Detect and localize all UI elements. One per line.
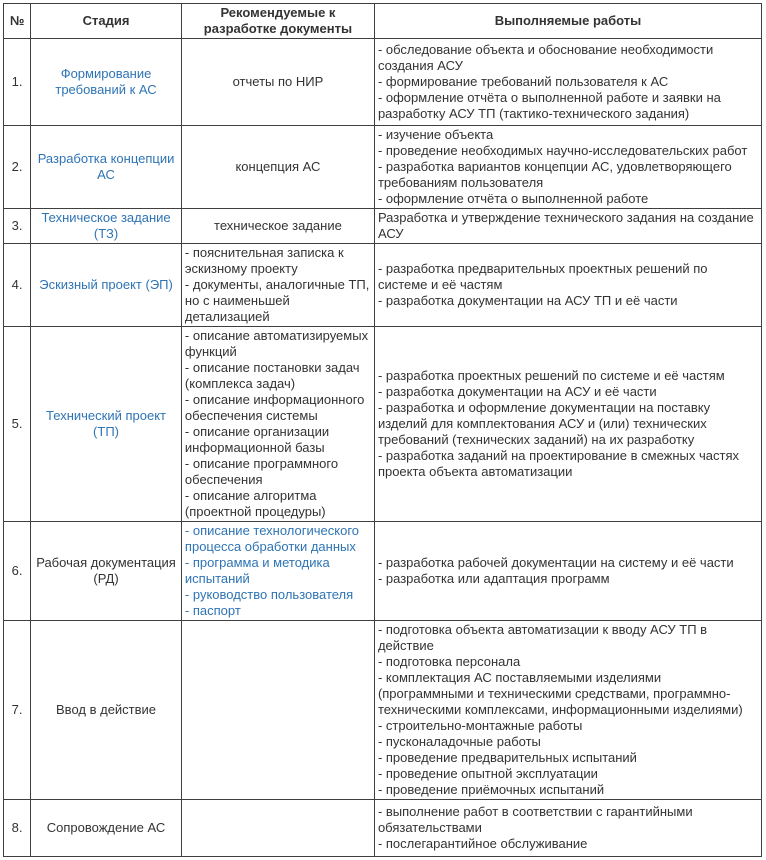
work-item: - разработка и оформление документации на поставку изделий для комплектования АСУ и (или) технических требований (технических заданий) на их разработку — [377, 400, 711, 447]
works-cell — [374, 126, 761, 209]
works-cell — [374, 522, 761, 621]
stage-label: Ввод в действие — [56, 702, 157, 717]
work-item: - формирование требований пользователя к АС — [377, 74, 669, 89]
table-row — [4, 126, 762, 209]
stage-cell — [31, 621, 182, 800]
header-cell-works: Выполняемые работы — [374, 4, 761, 39]
docs-cell — [181, 621, 374, 800]
docs-cell — [181, 327, 374, 522]
work-item: - подготовка объекта автоматизации к вводу АСУ ТП в действие — [377, 622, 708, 653]
doc-item: - описание алгоритма (проектной процедуры) — [184, 488, 326, 519]
work-item: - выполнение работ в соответствии с гарантийными обязательствами — [377, 804, 693, 835]
header-cell-num: № — [4, 4, 31, 39]
doc-link-item[interactable]: - программа и методика испытаний — [184, 555, 330, 586]
doc-item: - описание информационного обеспечения системы — [184, 392, 365, 423]
row-number-cell: 5. — [4, 327, 31, 522]
doc-item: - описание программного обеспечения — [184, 456, 339, 487]
stage-cell — [31, 244, 182, 327]
work-item: - подготовка персонала — [377, 654, 521, 669]
table-row — [4, 800, 762, 857]
stage-link[interactable]: Разработка концепции АС — [37, 151, 175, 182]
stage-cell — [31, 209, 182, 244]
doc-item: - описание организации информационной базы — [184, 424, 330, 455]
doc-link-item[interactable]: - описание технологического процесса обработки данных — [184, 523, 359, 554]
doc-item: - описание постановки задач (комплекса задач) — [184, 360, 360, 391]
doc-item: концепция АС — [235, 159, 321, 174]
work-item: - разработка проектных решений по системе и её частям — [377, 368, 725, 383]
stage-link[interactable]: Техническое задание (ТЗ) — [41, 210, 171, 241]
table-row — [4, 244, 762, 327]
stage-link[interactable]: Технический проект (ТП) — [46, 408, 166, 439]
work-item: - разработка документации на АСУ ТП и её части — [377, 293, 678, 308]
row-number-cell: 6. — [4, 522, 31, 621]
table-row — [4, 621, 762, 800]
work-item: - проведение предварительных испытаний — [377, 750, 637, 765]
row-number-cell: 4. — [4, 244, 31, 327]
stage-cell — [31, 800, 182, 857]
work-item: - разработка документации на АСУ и её части — [377, 384, 657, 399]
header-row — [4, 4, 762, 39]
row-number-cell: 1. — [4, 39, 31, 126]
docs-cell — [181, 522, 374, 621]
work-item: - разработка вариантов концепции АС, удовлетворяющего требованиям пользователя — [377, 159, 732, 190]
works-cell — [374, 327, 761, 522]
row-number-cell: 7. — [4, 621, 31, 800]
table-row — [4, 39, 762, 126]
table-row — [4, 522, 762, 621]
header-cell-docs: Рекомендуемые к разработке документы — [181, 4, 374, 39]
work-item: - разработка рабочей документации на систему и её части — [377, 555, 734, 570]
row-number-cell: 8. — [4, 800, 31, 857]
stage-cell — [31, 327, 182, 522]
work-item: - послегарантийное обслуживание — [377, 836, 588, 851]
works-cell — [374, 621, 761, 800]
docs-cell — [181, 126, 374, 209]
docs-cell — [181, 209, 374, 244]
table-body — [4, 39, 762, 857]
stage-label: Сопровождение АС — [46, 820, 166, 835]
works-cell — [374, 244, 761, 327]
stage-cell — [31, 522, 182, 621]
stage-link[interactable]: Формирование требований к АС — [55, 66, 157, 97]
doc-item: - документы, аналогичные ТП, но с наименьшей детализацией — [184, 277, 370, 324]
work-item: - проведение приёмочных испытаний — [377, 782, 605, 797]
work-item: - изучение объекта — [377, 127, 494, 142]
header-cell-stage: Стадия — [31, 4, 182, 39]
work-item: - разработка предварительных проектных решений по системе и её частям — [377, 261, 708, 292]
stage-label: Рабочая документация (РД) — [36, 555, 176, 586]
work-item: Разработка и утверждение технического задания на создание АСУ — [377, 210, 754, 241]
works-cell — [374, 39, 761, 126]
work-item: - разработка заданий на проектирование в смежных частях проекта объекта автоматизации — [377, 448, 739, 479]
work-item: - комплектация АС поставляемыми изделиями (программными и техническими средствами, программно-техническими комплексами, информационными изделиями) — [377, 670, 743, 717]
stage-cell — [31, 39, 182, 126]
docs-cell — [181, 244, 374, 327]
work-item: - проведение опытной эксплуатации — [377, 766, 598, 781]
work-item: - обследование объекта и обоснование необходимости создания АСУ — [377, 42, 714, 73]
table-row — [4, 327, 762, 522]
row-number-cell: 2. — [4, 126, 31, 209]
doc-item: - пояснительная записка к эскизному проекту — [184, 245, 344, 276]
work-item: - проведение необходимых научно-исследовательских работ — [377, 143, 748, 158]
doc-item: - описание автоматизируемых функций — [184, 328, 369, 359]
work-item: - пусконаладочные работы — [377, 734, 541, 749]
work-item: - разработка или адаптация программ — [377, 571, 610, 586]
row-number-cell: 3. — [4, 209, 31, 244]
doc-link-item[interactable]: - паспорт — [184, 603, 241, 618]
works-cell — [374, 800, 761, 857]
doc-item: техническое задание — [214, 218, 342, 233]
work-item: - оформление отчёта о выполненной работе — [377, 191, 649, 206]
stage-link[interactable]: Эскизный проект (ЭП) — [39, 277, 173, 292]
docs-cell — [181, 39, 374, 126]
table-header — [4, 4, 762, 39]
work-item: - строительно-монтажные работы — [377, 718, 583, 733]
doc-link-item[interactable]: - руководство пользователя — [184, 587, 354, 602]
work-item: - оформление отчёта о выполненной работе и заявки на разработку АСУ ТП (тактико-технического задания) — [377, 90, 721, 121]
table-row — [4, 209, 762, 244]
works-cell — [374, 209, 761, 244]
stage-cell — [31, 126, 182, 209]
stages-table — [3, 3, 762, 857]
docs-cell — [181, 800, 374, 857]
doc-item: отчеты по НИР — [232, 74, 324, 89]
